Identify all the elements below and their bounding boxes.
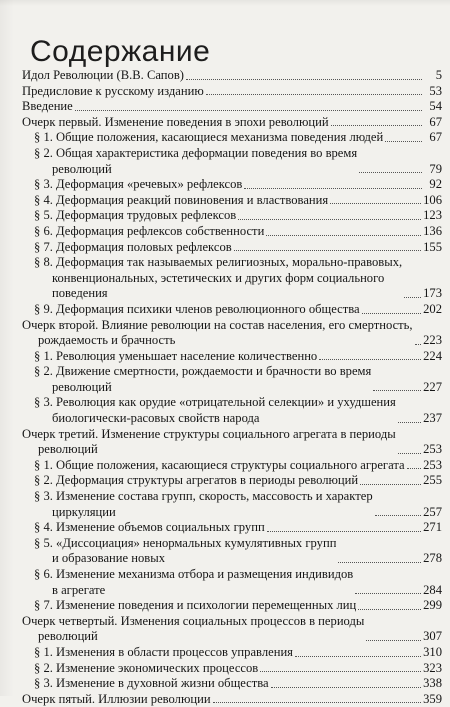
toc-entry-line: революций (38, 629, 98, 644)
toc-entry-title (22, 99, 73, 115)
toc-chapter-entry (22, 318, 442, 349)
toc-dot-leader (330, 203, 421, 204)
toc-entry-title (34, 224, 264, 240)
toc-section-entry (22, 349, 442, 365)
toc-page-number: 79 (429, 161, 442, 176)
toc-section-entry (22, 473, 442, 489)
toc-dot-leader (186, 79, 422, 80)
toc-entry-title (22, 84, 204, 100)
toc-dot-leader (366, 640, 421, 641)
toc-entry-line: § 3. Деформация «речевых» рефлексов (34, 177, 243, 192)
toc-dot-leader (355, 593, 421, 594)
toc-section-entry (22, 208, 442, 224)
toc-page-number: 227 (423, 379, 442, 394)
toc-entry-line: § 3. Изменение состава групп, скорость, массовость и характер (34, 489, 373, 504)
toc-entry-line: § 3. Изменение в духовной жизни общества (34, 676, 269, 691)
toc-dot-leader (238, 219, 421, 220)
toc-page-number: 224 (423, 348, 442, 363)
toc-entry-line: Предисловие к русскому изданию (22, 83, 204, 98)
toc-entry-title (34, 645, 293, 661)
toc-page-number: 255 (423, 473, 442, 488)
toc-page-number: 173 (423, 286, 442, 301)
toc-section-entry (22, 177, 442, 193)
toc-entry-line: § 2. Движение смертности, рождаемости и брачности во время (34, 364, 372, 379)
toc-entry-line: биологически-расовых свойств народа (52, 411, 260, 426)
toc-entry-title (34, 255, 402, 302)
toc-entry-title (22, 614, 364, 645)
toc-dot-leader (206, 94, 422, 95)
toc-chapter-entry (22, 84, 442, 100)
toc-section-entry (22, 364, 442, 395)
toc-chapter-entry (22, 427, 442, 458)
toc-section-entry (22, 395, 442, 426)
toc-entry-line: Идол Революции (В.В. Сапов) (22, 68, 184, 82)
toc-page-number: 202 (423, 301, 442, 316)
toc-page-number: 223 (423, 333, 442, 348)
toc-section-entry (22, 130, 442, 146)
toc-entry-line: революций (52, 161, 112, 176)
toc-dot-leader (373, 390, 421, 391)
page-title: Содержание (30, 35, 211, 69)
toc-page-number: 53 (429, 83, 442, 98)
toc-entry-line: революций (38, 442, 98, 457)
toc-page-number: 253 (423, 442, 442, 457)
toc-page-number: 67 (429, 130, 442, 145)
toc-entry-title (34, 661, 258, 677)
toc-dot-leader (331, 125, 422, 126)
toc-entry-title (34, 567, 353, 598)
toc-entry-line: § 1. Общие положения, касающиеся механизма поведения людей (34, 130, 384, 145)
toc-dot-leader (271, 687, 421, 688)
toc-dot-leader (398, 422, 421, 423)
toc-page-number: 338 (423, 676, 442, 691)
toc-entry-title (34, 395, 396, 426)
toc-page-number: 310 (423, 644, 442, 659)
toc-page-number: 359 (423, 691, 442, 706)
toc-entry-title (34, 302, 360, 318)
toc-entry-line: в агрегате (52, 582, 106, 597)
toc-entry-title (34, 489, 373, 520)
toc-page-number: 284 (423, 582, 442, 597)
toc-dot-leader (295, 656, 421, 657)
toc-entry-line: и образование новых (52, 551, 166, 566)
toc-page-number: 123 (423, 208, 442, 223)
toc-chapter-entry (22, 99, 442, 115)
toc-section-entry (22, 520, 442, 536)
toc-section-entry (22, 458, 442, 474)
toc-entry-line: конвенциональных, эстетических и других форм социального (52, 270, 385, 285)
toc-entry-title (34, 177, 242, 193)
toc-entry-title (34, 146, 357, 177)
toc-page-number: 299 (423, 598, 442, 613)
toc-dot-leader (244, 188, 422, 189)
toc-dot-leader (362, 313, 421, 314)
toc-page-number: 106 (423, 192, 442, 207)
toc-entry-title (34, 676, 269, 692)
toc-entry-line: § 8. Деформация так называемых религиозных, морально-правовых, (34, 255, 403, 270)
toc-entry-line: § 2. Общая характеристика деформации поведения во время (34, 145, 358, 160)
table-of-contents (22, 68, 442, 707)
toc-entry-title (34, 349, 317, 365)
toc-page-number: 323 (423, 660, 442, 675)
toc-entry-line: Очерк второй. Влияние революции на состав населения, его смертность, (22, 317, 413, 332)
toc-entry-title (22, 318, 413, 349)
toc-dot-leader (415, 344, 422, 345)
toc-chapter-entry (22, 115, 442, 131)
toc-page-number: 136 (423, 223, 442, 238)
toc-entry-line: Очерк четвертый. Изменения социальных процессов в периоды (22, 613, 365, 628)
toc-entry-line: § 4. Изменение объемов социальных групп (34, 520, 265, 535)
toc-entry-line: Очерк первый. Изменение поведения в эпохи революций (22, 114, 329, 129)
toc-dot-leader (404, 297, 421, 298)
toc-dot-leader (319, 359, 421, 360)
toc-entry-line: § 1. Революция уменьшает население количественно (34, 348, 318, 363)
toc-section-entry (22, 536, 442, 567)
toc-entry-line: § 4. Деформация реакций повиновения и властвования (34, 192, 329, 207)
toc-entry-title (34, 130, 383, 146)
toc-chapter-entry (22, 614, 442, 645)
toc-entry-line: Очерк пятый. Иллюзии революции (22, 691, 211, 706)
toc-entry-title (34, 193, 328, 209)
toc-page-number: 253 (423, 457, 442, 472)
toc-entry-line: § 6. Изменение механизма отбора и размещения индивидов (34, 567, 354, 581)
toc-entry-line: § 5. Деформация трудовых рефлексов (34, 208, 237, 223)
toc-section-entry (22, 645, 442, 661)
toc-page-number: 237 (423, 411, 442, 426)
toc-dot-leader (375, 515, 421, 516)
toc-entry-line: рождаемость и брачность (38, 333, 176, 348)
toc-dot-leader (407, 468, 422, 469)
toc-page-number: 5 (435, 68, 442, 82)
toc-section-entry (22, 676, 442, 692)
toc-dot-leader (266, 235, 421, 236)
toc-chapter-entry (22, 68, 442, 84)
toc-entry-line: § 2. Изменение экономических процессов (34, 660, 259, 675)
toc-entry-title (22, 427, 396, 458)
toc-section-entry (22, 598, 442, 614)
toc-entry-line: § 7. Изменение поведения и психологии перемещенных лиц (34, 598, 357, 613)
toc-dot-leader (234, 250, 421, 251)
toc-entry-line: § 1. Общие положения, касающиеся структуры социального агрегата (34, 457, 405, 472)
toc-section-entry (22, 302, 442, 318)
toc-page-number: 278 (423, 551, 442, 566)
toc-entry-line: § 2. Деформация структуры агрегатов в периоды революций (34, 473, 359, 488)
toc-entry-title (34, 208, 236, 224)
toc-entry-title (34, 364, 371, 395)
toc-page-number: 271 (423, 520, 442, 535)
toc-entry-line: циркуляции (52, 504, 116, 519)
toc-page-number: 307 (423, 629, 442, 644)
toc-entry-title (34, 473, 358, 489)
toc-page-number: 257 (423, 504, 442, 519)
toc-entry-title (22, 692, 211, 707)
toc-dot-leader (360, 484, 421, 485)
toc-entry-line: § 9. Деформация психики членов революционного общества (34, 301, 360, 316)
toc-entry-line: § 5. «Диссоциация» ненормальных кумулятивных групп (34, 535, 337, 550)
toc-entry-line: § 1. Изменения в области процессов управления (34, 644, 293, 659)
toc-dot-leader (213, 702, 422, 703)
toc-chapter-entry (22, 692, 442, 707)
toc-entry-title (34, 598, 356, 614)
toc-entry-line: Очерк третий. Изменение структуры социального агрегата в периоды (22, 426, 396, 441)
toc-entry-title (22, 68, 184, 84)
toc-dot-leader (267, 531, 421, 532)
toc-dot-leader (75, 110, 422, 111)
toc-dot-leader (385, 141, 422, 142)
toc-entry-line: Введение (22, 99, 73, 114)
toc-entry-title (22, 115, 329, 131)
toc-entry-line: революций (52, 379, 112, 394)
toc-section-entry (22, 489, 442, 520)
toc-page-number: 155 (423, 239, 442, 254)
toc-entry-title (34, 458, 405, 474)
toc-entry-title (34, 536, 336, 567)
toc-section-entry (22, 240, 442, 256)
toc-entry-line: § 7. Деформация половых рефлексов (34, 239, 232, 254)
toc-section-entry (22, 193, 442, 209)
toc-dot-leader (338, 562, 421, 563)
toc-page-number: 54 (429, 99, 442, 114)
toc-entry-title (34, 520, 265, 536)
toc-entry-line: § 6. Деформация рефлексов собственности (34, 223, 265, 238)
toc-entry-line: § 3. Революция как орудие «отрицательной селекции» и ухудшения (34, 395, 396, 410)
toc-section-entry (22, 255, 442, 302)
toc-section-entry (22, 146, 442, 177)
toc-dot-leader (359, 172, 422, 173)
toc-dot-leader (398, 453, 421, 454)
toc-section-entry (22, 661, 442, 677)
toc-dot-leader (358, 609, 421, 610)
toc-page-number: 92 (429, 177, 442, 192)
toc-section-entry (22, 567, 442, 598)
toc-dot-leader (260, 671, 421, 672)
toc-page-number: 67 (429, 114, 442, 129)
toc-entry-title (34, 240, 232, 256)
toc-entry-line: поведения (52, 286, 108, 301)
toc-section-entry (22, 224, 442, 240)
